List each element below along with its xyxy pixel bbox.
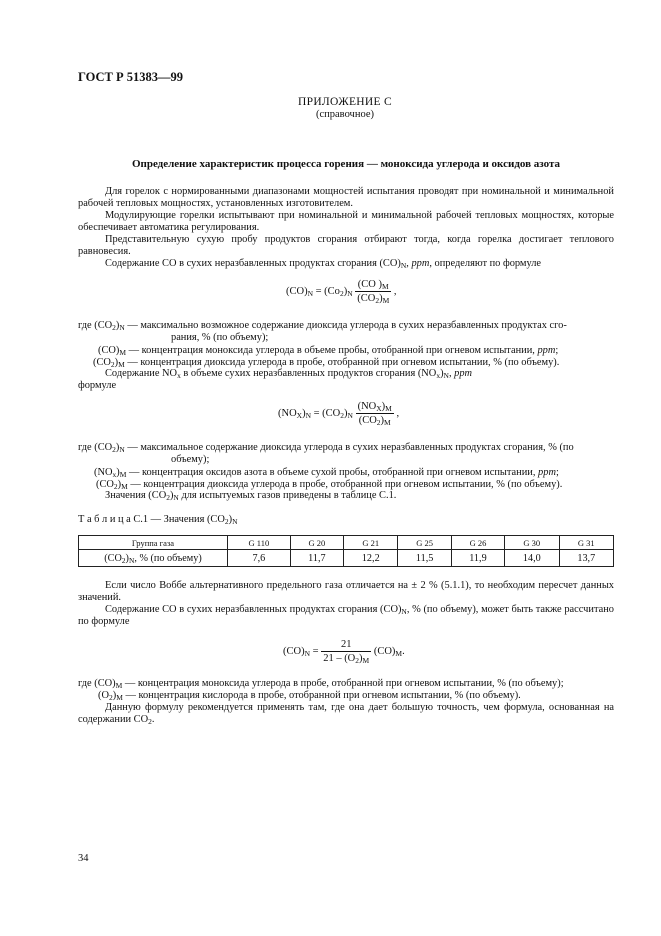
definition-continuation: рания, % (по объему);	[171, 332, 269, 344]
table-header-cell: G 110	[228, 536, 291, 550]
table-header-cell: G 31	[559, 536, 613, 550]
table-cell: 11,5	[398, 550, 451, 567]
paragraph-3: Представительную сухую пробу продуктов сгорания отбирают тогда, когда горелка достигает теплового равновесия.	[78, 234, 614, 258]
paragraph-2: Модулирующие горелки испытывают при номинальной и минимальной рабочей тепловых мощностях, которые обеспечивает автоматика регулирования.	[78, 210, 614, 234]
formula-nox: $(NO_X)_N = (CO_2)_N$ $\frac{(NO_X)_M}{(CO_2)_M}$ ,	[278, 401, 400, 427]
document-header: ГОСТ Р 51383—99	[78, 70, 184, 84]
paragraph-7: Если число Воббе альтернативного предельного газа отличается на ± 2 % (5.1.1), то необходим пересчет данных значений.	[78, 580, 614, 604]
table-cell: 13,7	[559, 550, 613, 567]
definition-list-1	[78, 320, 618, 370]
definition-list-2	[78, 442, 618, 492]
definition-item: $(CO_2)_M$ — концентрация диоксида углерода в пробе, отобранной при огневом испытании, % (по объему).	[96, 479, 563, 492]
formula-co: $(CO)_N = (Co_2)_N$ $\frac{(CO )_M}{(CO_2)_M}$ ,	[286, 279, 397, 305]
table-cell: 11,7	[290, 550, 343, 567]
definition-item: $(CO_2)_M$ — концентрация диоксида углерода в пробе, отобранной при огневом испытании, % (по объему).	[93, 357, 560, 370]
fraction: $\frac{(NO_X)_M}{(CO_2)_M}$	[357, 401, 392, 427]
table-cell: 11,9	[451, 550, 504, 567]
definition-item: $(CO)_M$ — концентрация моноксида углерода в объеме пробы, отобранной при огневом испытании, ppm;	[98, 344, 559, 357]
table-header-cell: G 26	[451, 536, 504, 550]
table-header-row	[79, 536, 614, 550]
definition-item: где $(CO_2)_N$ — максимальное содержание диоксида углерода в сухих неразбавленных продуктах сгорания, % (по	[78, 442, 574, 454]
definition-item: где $(CO)_M$ — концентрация моноксида углерода в пробе, отобранной при огневом испытании, % (по объему);	[78, 678, 564, 690]
paragraph-5-continued: формуле	[78, 380, 117, 391]
definition-item: $(O_2)_M$ — концентрация кислорода в пробе, отобранной при огневом испытании, % (по объему).	[98, 690, 521, 703]
fraction: $\frac{21}{21 - (O_2)_M}$	[323, 639, 370, 665]
definition-item: $(NO_x)_M$ — концентрация оксидов азота в объеме сухой пробы, отобранной при огневом испытании, ppm;	[94, 466, 559, 479]
values-table	[78, 535, 614, 567]
paragraph-1: Для горелок с нормированными диапазонами мощностей испытания проводят при номинальной и минимальной рабочей тепловых мощностях, установленных изготовителем.	[78, 186, 614, 210]
paragraph-9: Данную формулу рекомендуется применять там, где она дает большую точность, чем формула, основанная на содержании $CO_2$.	[78, 702, 614, 727]
definition-item: где $(CO_2)_N$ — максимально возможное содержание диоксида углерода в сухих неразбавленных продуктах сго-	[78, 320, 567, 332]
annex-title: ПРИЛОЖЕНИЕ С	[298, 96, 392, 108]
formula-co-o2: $(CO)_N$ = $\frac{21}{21 - (O_2)_M}$ $(CO)_M$.	[283, 639, 405, 665]
table-caption: Т а б л и ц а С.1 — Значения $(CO_2)_N$	[78, 514, 238, 526]
table-row-label: $(CO_2)_N$, % (по объему)	[79, 550, 228, 567]
table-header-cell: G 21	[344, 536, 398, 550]
paragraph-5: Содержание $NO_x$ в объеме сухих неразбавленных продуктов сгорания $(NO_x)_N$, ppm	[105, 368, 473, 380]
table-cell: 12,2	[344, 550, 398, 567]
definition-list-3	[78, 678, 618, 703]
table-row	[79, 550, 614, 567]
fraction: $\frac{(CO )_M}{(CO_2)_M}$	[357, 279, 390, 305]
table-cell: 7,6	[228, 550, 291, 567]
definition-continuation: объему);	[171, 454, 210, 466]
section-title: Определение характеристик процесса горения — моноксида углерода и оксидов азота	[131, 158, 561, 170]
paragraph-6: Значения $(CO_2)_N$ для испытуемых газов приведены в таблице С.1.	[105, 490, 397, 502]
paragraph-8: Содержание CO в сухих неразбавленных продуктах сгорания $(CO)_N$, % (по объему), может быть также рассчитано по формуле	[78, 604, 614, 628]
table-header-cell: G 25	[398, 536, 451, 550]
annex-subtitle: (справочное)	[316, 109, 374, 120]
table-cell: 14,0	[505, 550, 559, 567]
table-header-cell: G 20	[290, 536, 343, 550]
paragraph-4: Содержание CO в сухих неразбавленных продуктах сгорания $(CO)_N$, ppm, определяют по формуле	[105, 258, 542, 270]
table-header-cell: Группа газа	[79, 536, 228, 550]
table-header-cell: G 30	[505, 536, 559, 550]
page-number: 34	[78, 853, 89, 864]
